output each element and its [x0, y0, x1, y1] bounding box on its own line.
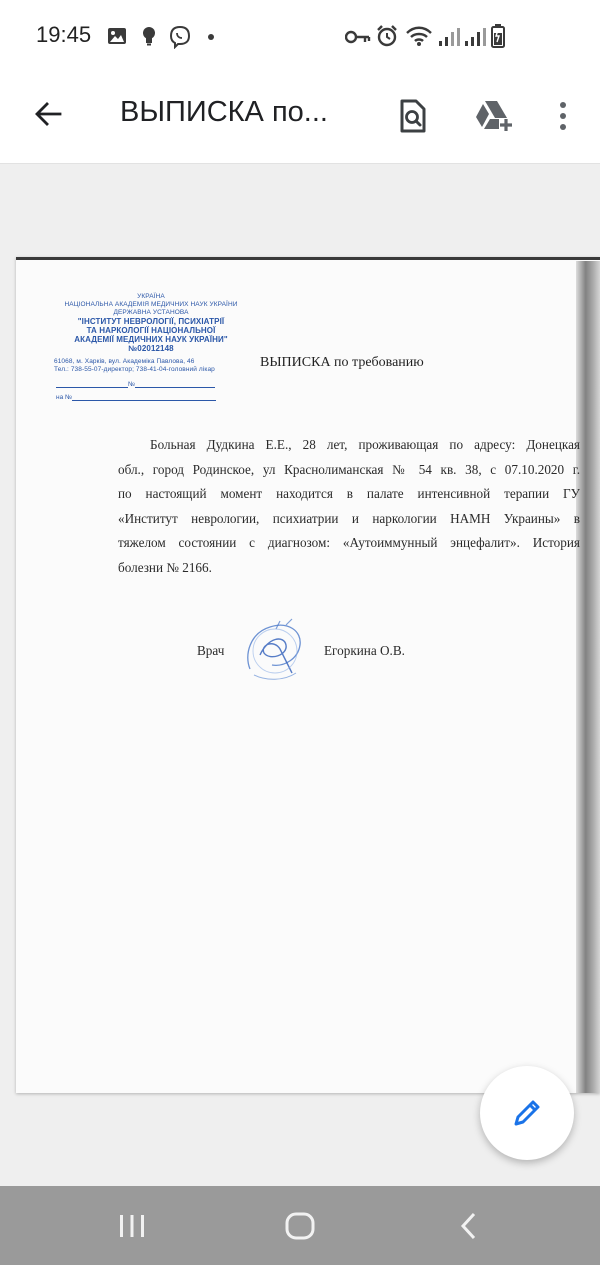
stamp-number-mark: №	[128, 381, 135, 388]
app-bar	[0, 72, 600, 164]
alarm-icon	[376, 25, 398, 47]
document-viewer[interactable]	[0, 165, 600, 1185]
stamp-phone: Тел.: 738-55-07-директор; 738-41-04-головний лікар	[54, 366, 215, 373]
page-scan-top-edge	[16, 257, 600, 260]
page-scan-right-edge	[576, 261, 600, 1093]
document-body	[118, 433, 580, 580]
arrow-back-icon	[33, 99, 63, 129]
viber-icon	[168, 25, 192, 49]
body-line: обл., город Родинское, ул Краснолиманская № 54 кв. 38, с 07.10.2020 г.	[118, 461, 580, 477]
status-bar	[0, 0, 600, 72]
body-line: Больная Дудкина Е.Е., 28 лет, проживающая по адресу: Донецкая	[150, 437, 580, 452]
wifi-icon	[405, 25, 433, 47]
vpn-key-icon	[345, 30, 371, 44]
stamp-line-bold: ТА НАРКОЛОГІЇ НАЦІОНАЛЬНОЇ	[86, 326, 216, 335]
add-to-drive-button[interactable]	[467, 90, 519, 142]
more-vert-icon	[558, 101, 568, 131]
gallery-icon	[107, 27, 127, 45]
stamp-line: ДЕРЖАВНА УСТАНОВА	[113, 309, 189, 316]
document-heading: ВЫПИСКА по требованию	[260, 355, 424, 370]
recent-apps-button[interactable]	[112, 1206, 152, 1246]
stamp-code: №02012148	[128, 344, 174, 353]
back-nav-button[interactable]	[448, 1206, 488, 1246]
status-time: 19:45	[36, 22, 92, 47]
recent-apps-icon	[118, 1213, 146, 1239]
body-line: болезни № 2166.	[118, 559, 212, 575]
document-page[interactable]	[16, 257, 600, 1093]
lightbulb-icon	[142, 26, 156, 46]
stamp-line: УКРАЇНА	[137, 293, 165, 300]
dot-icon	[207, 33, 215, 41]
back-icon	[459, 1212, 477, 1240]
edit-fab-button[interactable]	[480, 1066, 574, 1160]
stamp-line-bold: АКАДЕМІЇ МЕДИЧНИХ НАУК УКРАЇНИ"	[74, 335, 228, 344]
body-line: «Институт неврологии, психиатрии и наркологии НАМН Украины» в	[118, 510, 580, 526]
body-line: по настоящий момент находится в палате интенсивной терапии ГУ	[118, 486, 580, 501]
stamp-line: НАЦІОНАЛЬНА АКАДЕМІЯ МЕДИЧНИХ НАУК УКРАЇНИ	[64, 301, 238, 308]
signature-role: Врач	[197, 643, 225, 658]
drive-add-icon	[473, 99, 513, 133]
home-icon	[284, 1211, 316, 1241]
battery-icon	[491, 24, 505, 48]
stamp-reference-field	[56, 394, 216, 404]
system-navigation-bar	[0, 1186, 600, 1265]
signal-icon	[437, 27, 461, 47]
edit-pencil-icon	[511, 1097, 543, 1129]
more-options-button[interactable]	[537, 90, 589, 142]
institution-stamp	[46, 293, 256, 374]
document-title: ВЫПИСКА по...	[120, 96, 328, 128]
search-document-icon	[399, 99, 427, 133]
home-button[interactable]	[280, 1206, 320, 1246]
stamp-address: 61068, м. Харків, вул. Академіка Павлова, 46	[54, 358, 195, 365]
handwritten-signature	[240, 615, 310, 687]
back-button[interactable]	[24, 90, 72, 138]
stamp-reference-mark: на №	[56, 394, 72, 401]
signature-name: Егоркина О.В.	[324, 643, 405, 658]
stamp-number-field	[56, 381, 215, 391]
body-line: тяжелом состоянии с диагнозом: «Аутоиммунный энцефалит». История	[118, 535, 580, 550]
stamp-line-bold: "ІНСТИТУТ НЕВРОЛОГІЇ, ПСИХІАТРІЇ	[77, 317, 225, 326]
signal-icon	[463, 27, 487, 47]
search-document-button[interactable]	[387, 90, 439, 142]
